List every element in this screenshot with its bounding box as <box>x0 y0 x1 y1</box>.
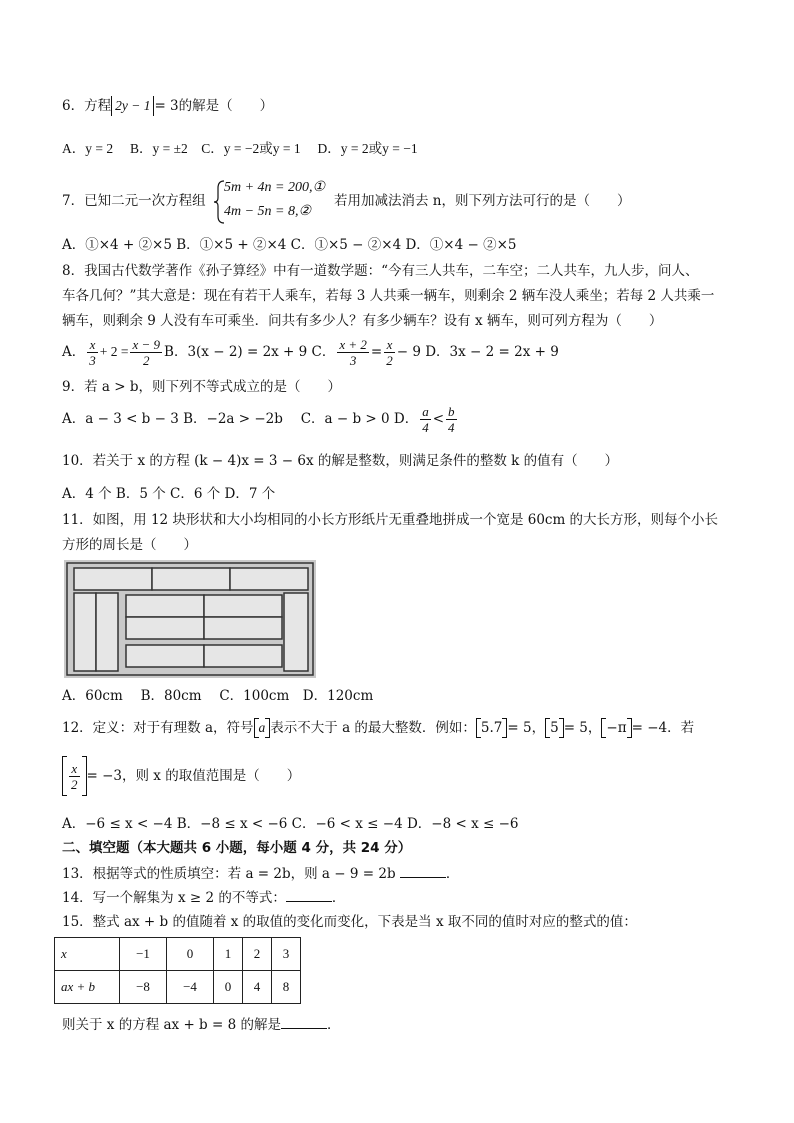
q7-equation-2: 4m − 5n = 8,② <box>224 204 312 219</box>
question-11-line-1: 11．如图，用 12 块形状和大小均相同的小长方形纸片无重叠地拼成一个宽是 60cm 的大长方形，则每个小长 <box>62 512 719 528</box>
q8-frac-c2: $\frac{x}{2}$ <box>386 337 393 368</box>
rectangle-tiling-figure <box>64 560 316 678</box>
q12-example-2: 5 <box>545 718 564 738</box>
q9-frac-d2: $\frac{b}{4}$ <box>448 404 455 435</box>
q12-floor-fraction: $\frac{x}{2}$ <box>62 756 87 796</box>
q7-equation-1: 5m + 4n = 200,① <box>224 180 326 195</box>
question-6-stem <box>62 96 273 116</box>
question-12-line-2 <box>62 756 300 796</box>
question-10-options: A．4 个 B．5 个 C．6 个 D．7 个 <box>62 486 276 502</box>
question-7-options: A．①×4 + ②×5 B．①×5 + ②×4 C．①×5 − ②×4 D．①×4 − ②×5 <box>62 237 517 253</box>
q9-option-d-mid: < <box>432 411 445 427</box>
q12-text-mid: 表示不大于 a 的最大整数．例如： <box>270 720 476 736</box>
question-8-line-3: 辆车，则剩余 9 人没有车可乘坐．问共有多少人？有多少辆车？设有 x 辆车，则可列方程为（ ） <box>62 313 663 329</box>
section-2-heading: 二、填空题（本大题共 6 小题，每小题 4 分，共 24 分） <box>62 840 412 856</box>
q15-followup-text: 则关于 x 的方程 ax + b = 8 的解是 <box>62 1017 281 1033</box>
question-11-options: A．60cm B．80cm C．100cm D．120cm <box>62 688 374 704</box>
q8-option-a-label: A． <box>62 344 86 360</box>
question-9-options <box>62 402 459 436</box>
q6-abs-expr: 2y − 1 <box>111 96 154 116</box>
question-15-followup <box>62 1014 340 1035</box>
q12-text-pre: 12．定义：对于有理数 a，符号 <box>62 720 254 736</box>
question-6-options: A．y = 2 B．y = ±2 C．y = −2或y = 1 D．y = 2或y = −1 <box>62 141 418 156</box>
q9-options-text: A．a − 3 < b − 3 B．−2a > −2b C．a − b > 0 D． <box>62 411 419 427</box>
question-12-options: A．−6 ≤ x < −4 B．−8 ≤ x < −6 C．−6 < x ≤ −4 D．−8 < x ≤ −6 <box>62 816 519 832</box>
q13-text: 13．根据等式的性质填空：若 a = 2b，则 a − 9 = 2b <box>62 866 396 882</box>
q13-period: ． <box>445 866 460 882</box>
q14-answer-blank[interactable] <box>286 887 332 902</box>
question-12-line-1 <box>62 718 694 738</box>
q12-example-1: 5.7 <box>476 718 507 738</box>
q8-frac-a2: $\frac{x - 9}{2}$ <box>132 337 161 368</box>
q15-value-table <box>54 937 301 1004</box>
q8-frac-c1: $\frac{x + 2}{3}$ <box>339 337 367 368</box>
question-14 <box>62 887 345 908</box>
q15-answer-blank[interactable] <box>281 1014 327 1029</box>
q6-text-pre: 6．方程 <box>62 98 112 114</box>
q12-floor-symbol: a <box>254 718 271 738</box>
q8-option-c-d: − 9 D．3x − 2 = 2x + 9 <box>396 344 559 360</box>
question-13 <box>62 863 459 884</box>
q8-option-b: B．3(x − 2) = 2x + 9 C． <box>164 344 336 360</box>
q14-period: ． <box>331 890 346 906</box>
q12-example-1-value: = 5， <box>507 720 546 736</box>
q15-period: ． <box>326 1017 341 1033</box>
q12-example-2-value: = 5， <box>563 720 602 736</box>
question-9-stem: 9．若 a > b，则下列不等式成立的是（ ） <box>62 379 341 395</box>
question-8-line-1: 8．我国古代数学著作《孙子算经》中有一道数学题：“今有三人共车，二车空；二人共车，九人步，问人、 <box>62 263 699 279</box>
q8-option-a-mid: + 2 = <box>99 344 129 359</box>
q13-answer-blank[interactable] <box>400 863 446 878</box>
question-7-stem-post: 若用加减法消去 n，则下列方法可行的是（ ） <box>334 193 631 209</box>
q9-frac-d1: $\frac{a}{4}$ <box>422 404 429 435</box>
question-15-stem: 15．整式 ax + b 的值随着 x 的取值的变化而变化，下表是当 x 取不同的值时对应的整式的值： <box>62 914 637 930</box>
q12-example-3: −π <box>601 718 631 738</box>
question-8-options <box>62 335 559 369</box>
q8-option-c-mid: = <box>370 344 383 360</box>
q6-text-post: = 3的解是（ ） <box>154 98 274 114</box>
table-row: x −1 0 1 2 3 <box>55 938 301 971</box>
question-11-line-2: 方形的周长是（ ） <box>62 537 197 553</box>
question-7-stem-pre: 7．已知二元一次方程组 <box>62 193 206 209</box>
q14-text: 14．写一个解集为 x ≥ 2 的不等式： <box>62 890 286 906</box>
table-row: ax + b −8 −4 0 4 8 <box>55 971 301 1004</box>
q12-text-post: = −3，则 x 的取值范围是（ ） <box>86 768 301 784</box>
question-8-line-2: 车各几何？”其大意是：现在有若干人乘车，若每 3 人共乘一辆车，则剩余 2 辆车没人乘坐；若每 2 人共乘一 <box>62 288 715 304</box>
question-10-stem: 10．若关于 x 的方程 (k − 4)x = 3 − 6x 的解是整数，则满足条件的整数 k 的值有（ ） <box>62 453 619 469</box>
q8-frac-a1: $\frac{x}{3}$ <box>89 337 96 368</box>
q12-example-3-value: = −4．若 <box>631 720 695 736</box>
